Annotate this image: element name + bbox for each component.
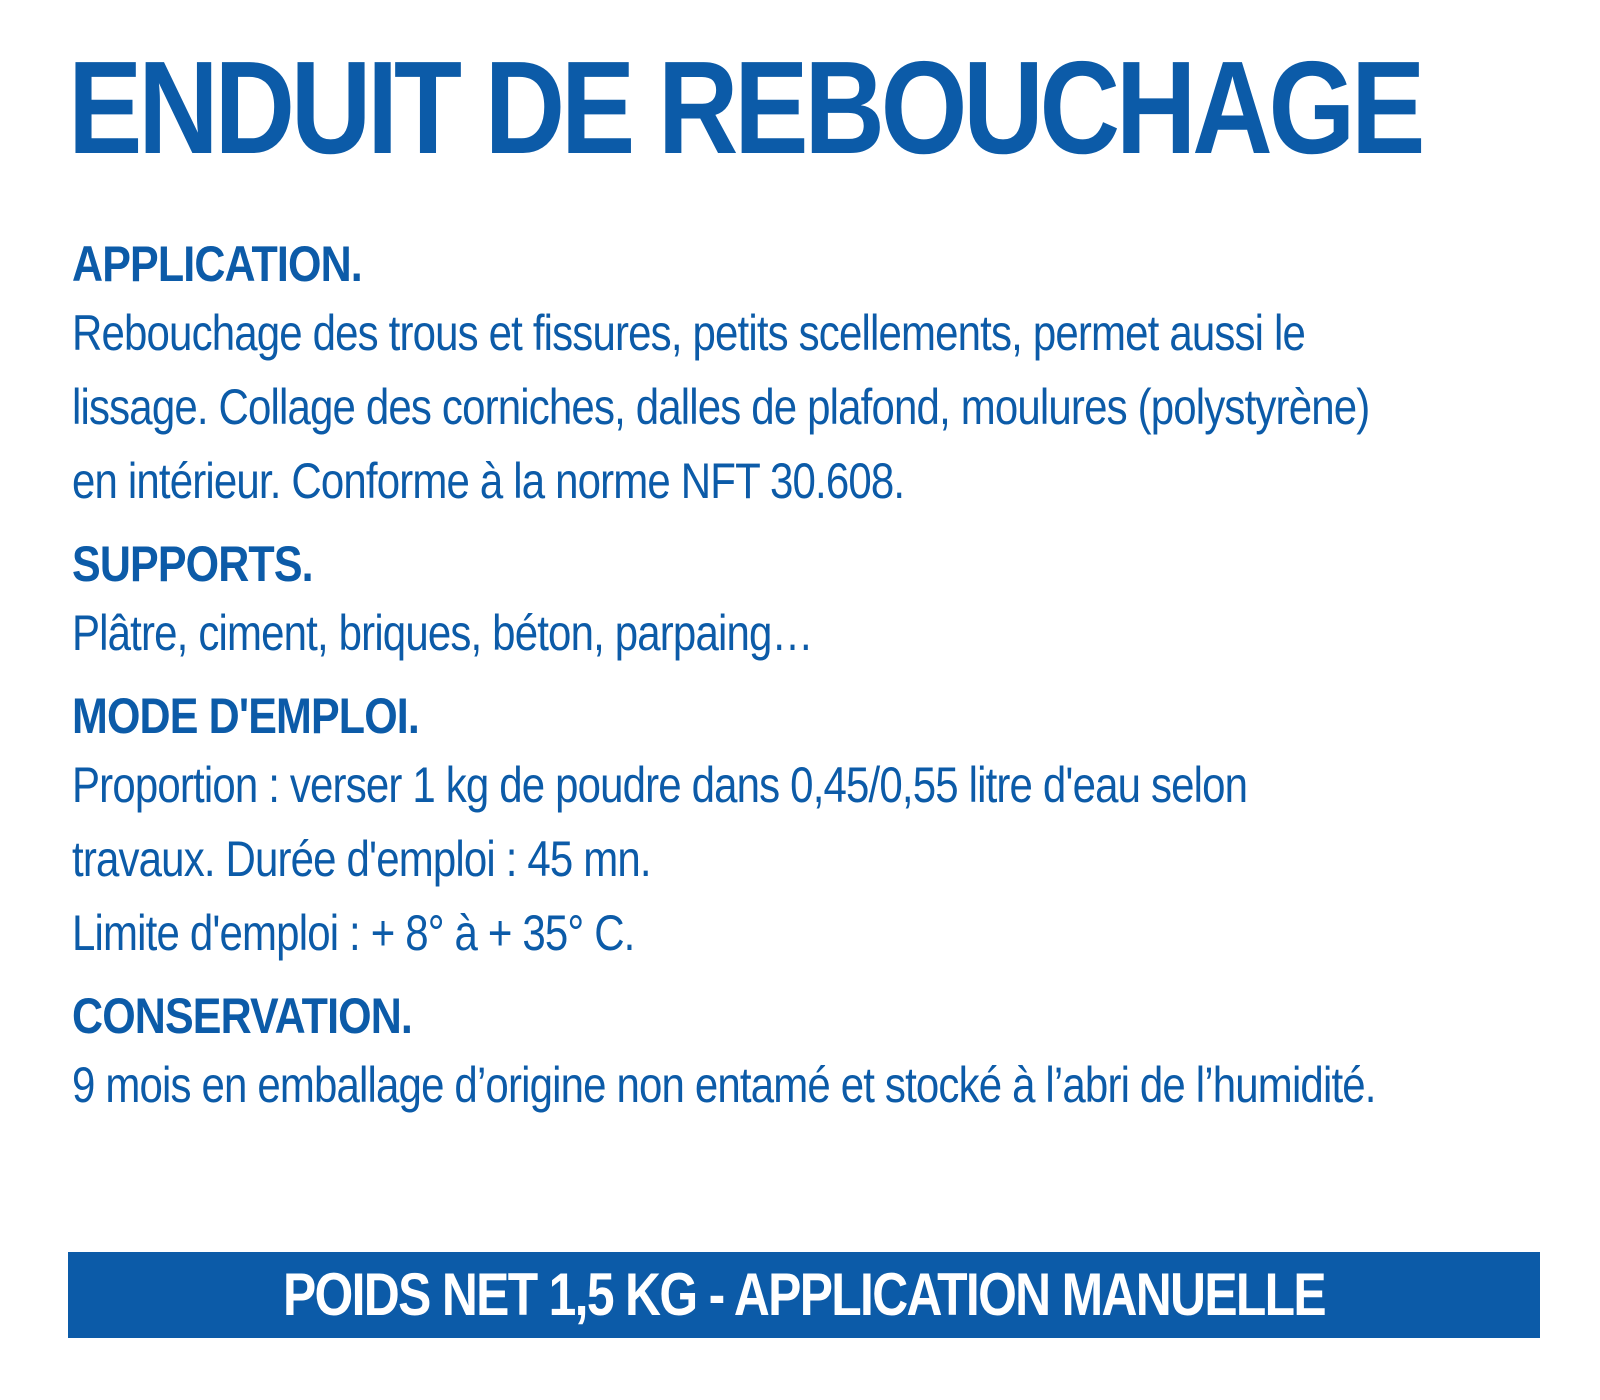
conservation-heading: CONSERVATION. (72, 988, 413, 1044)
application-text (72, 296, 1552, 518)
application-line: Rebouchage des trous et fissures, petits scellements, permet aussi le (72, 305, 1306, 361)
product-title: ENDUIT DE REBOUCHAGE (68, 34, 1422, 181)
application-line: en intérieur. Conforme à la norme NFT 30.608. (72, 453, 905, 509)
mode-emploi-section (72, 684, 1552, 970)
conservation-section (72, 984, 1552, 1122)
net-weight-banner (68, 1252, 1540, 1338)
application-section (72, 232, 1552, 518)
mode-emploi-line: travaux. Durée d'emploi : 45 mn. (72, 831, 651, 887)
application-heading: APPLICATION. (72, 236, 362, 292)
supports-line: Plâtre, ciment, briques, béton, parpaing… (72, 605, 813, 661)
conservation-text (72, 1048, 1552, 1122)
supports-heading: SUPPORTS. (72, 536, 313, 592)
mode-emploi-line: Proportion : verser 1 kg de poudre dans 0,45/0,55 litre d'eau selon (72, 757, 1248, 813)
conservation-line: 9 mois en emballage d’origine non entamé et stocké à l’abri de l’humidité. (72, 1057, 1376, 1113)
label-content (72, 232, 1552, 1122)
mode-emploi-line: Limite d'emploi : + 8° à + 35° C. (72, 905, 635, 961)
application-line: lissage. Collage des corniches, dalles de plafond, moulures (polystyrène) (72, 379, 1370, 435)
mode-emploi-heading: MODE D'EMPLOI. (72, 688, 419, 744)
mode-emploi-text (72, 748, 1552, 970)
supports-section (72, 532, 1552, 670)
supports-text (72, 596, 1552, 670)
net-weight-text: POIDS NET 1,5 KG - APPLICATION MANUELLE (282, 1261, 1325, 1328)
